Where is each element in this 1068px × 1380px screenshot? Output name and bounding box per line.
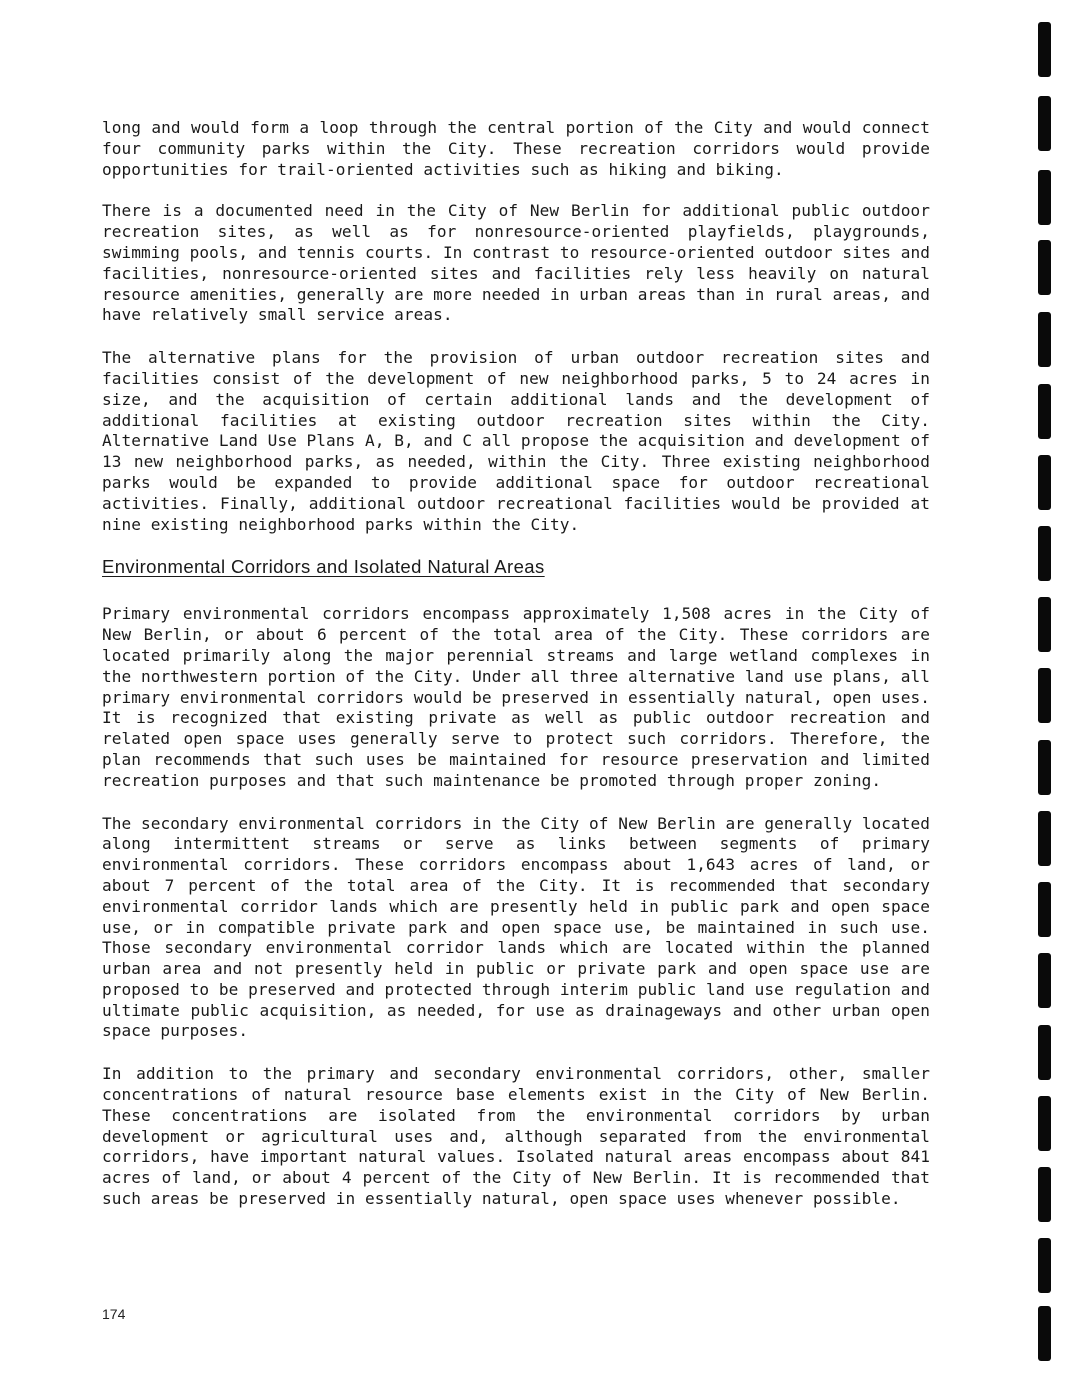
- paragraph-isolated-areas: In addition to the primary and secondary environmental corridors, other, smaller concentrations of natural resource base elements exist in the City of New Berlin. These concentrations are isolated from the environmental corridors by urban development or agricultural uses and, although separated from the environmental corridors, have important natural values. Isolated natural areas encompass about 841 acres of land, or about 4 percent of the City of New Berlin. It is recommended that such areas be preserved in essentially natural, open space uses whenever possible.: [102, 1064, 930, 1209]
- section-heading-wrapper: [102, 556, 930, 592]
- binding-mark: [1038, 1096, 1051, 1151]
- paragraph-alternative-plans: The alternative plans for the provision of urban outdoor recreation sites and facilities consist of the development of new neighborhood parks, 5 to 24 acres in size, and the acquisition of certain additional lands and the development of additional facilities at existing outdoor recreation sites within the City. Alternative Land Use Plans A, B, and C all propose the acquisition and development of 13 new neighborhood parks, as needed, within the City. Three existing neighborhood parks would be expanded to provide additional space for outdoor recreational activities. Finally, additional outdoor recreational facilities would be provided at nine existing neighborhood parks within the City.: [102, 348, 930, 534]
- binding-mark: [1038, 526, 1051, 581]
- paragraph-nonresource-need: There is a documented need in the City of New Berlin for additional public outdoor recreation sites, as well as for nonresource-oriented playfields, playgrounds, swimming pools, and tennis courts. In contrast to resource-oriented outdoor sites and facilities, nonresource-oriented sites and facilities rely less heavily on natural resource amenities, generally are more needed in urban areas than in rural areas, and have relatively small service areas.: [102, 201, 930, 325]
- binding-mark: [1038, 668, 1051, 723]
- binding-mark: [1038, 811, 1051, 866]
- binding-mark: [1038, 22, 1051, 77]
- binding-mark: [1038, 455, 1051, 510]
- paragraph-primary-corridors: Primary environmental corridors encompass approximately 1,508 acres in the City of New Berlin, or about 6 percent of the total area of the City. These corridors are located primarily along the major perennial streams and large wetland complexes in the northwestern portion of the City. Under all three alternative land use plans, all primary environmental corridors would be preserved in essentially natural, open uses. It is recognized that existing private as well as public outdoor recreation and related open space uses generally serve to protect such corridors. Therefore, the plan recommends that such uses be maintained for resource preservation and limited recreation purposes and that such maintenance be promoted through proper zoning.: [102, 604, 930, 790]
- section-heading: Environmental Corridors and Isolated Natural Areas: [102, 556, 545, 578]
- paragraph-recreation-corridors: long and would form a loop through the central portion of the City and would connect four community parks within the City. These recreation corridors would provide opportunities for trail-oriented activities such as hiking and biking.: [102, 118, 930, 179]
- body-text-column: [102, 118, 930, 1232]
- paragraph-secondary-corridors: The secondary environmental corridors in the City of New Berlin are generally located along intermittent streams or serve as links between segments of primary environmental corridors. These corridors encompass about 1,643 acres of land, or about 7 percent of the total area of the City. It is recommended that secondary environmental corridor lands which are presently held in public park and open space use, or in compatible private park and open space use, be maintained in such use. Those secondary environmental corridor lands which are located within the planned urban area and not presently held in public or private park and open space use are proposed to be preserved and protected through interim public land use regulation and ultimate public acquisition, as needed, for use as drainageways and other urban open space purposes.: [102, 813, 930, 1041]
- page-number: 174: [102, 1306, 126, 1322]
- binding-mark: [1038, 312, 1051, 367]
- binding-mark: [1038, 1167, 1051, 1222]
- binding-mark: [1038, 597, 1051, 652]
- binding-mark: [1038, 740, 1051, 795]
- binding-mark: [1038, 384, 1051, 439]
- binding-mark: [1038, 953, 1051, 1008]
- binding-mark: [1038, 240, 1051, 295]
- binding-mark: [1038, 96, 1051, 151]
- binding-mark: [1038, 1025, 1051, 1080]
- binding-mark: [1038, 1306, 1051, 1361]
- binding-mark: [1038, 1238, 1051, 1293]
- binding-mark: [1038, 170, 1051, 225]
- binding-mark: [1038, 882, 1051, 937]
- binding-hole-marks: [1038, 0, 1068, 1380]
